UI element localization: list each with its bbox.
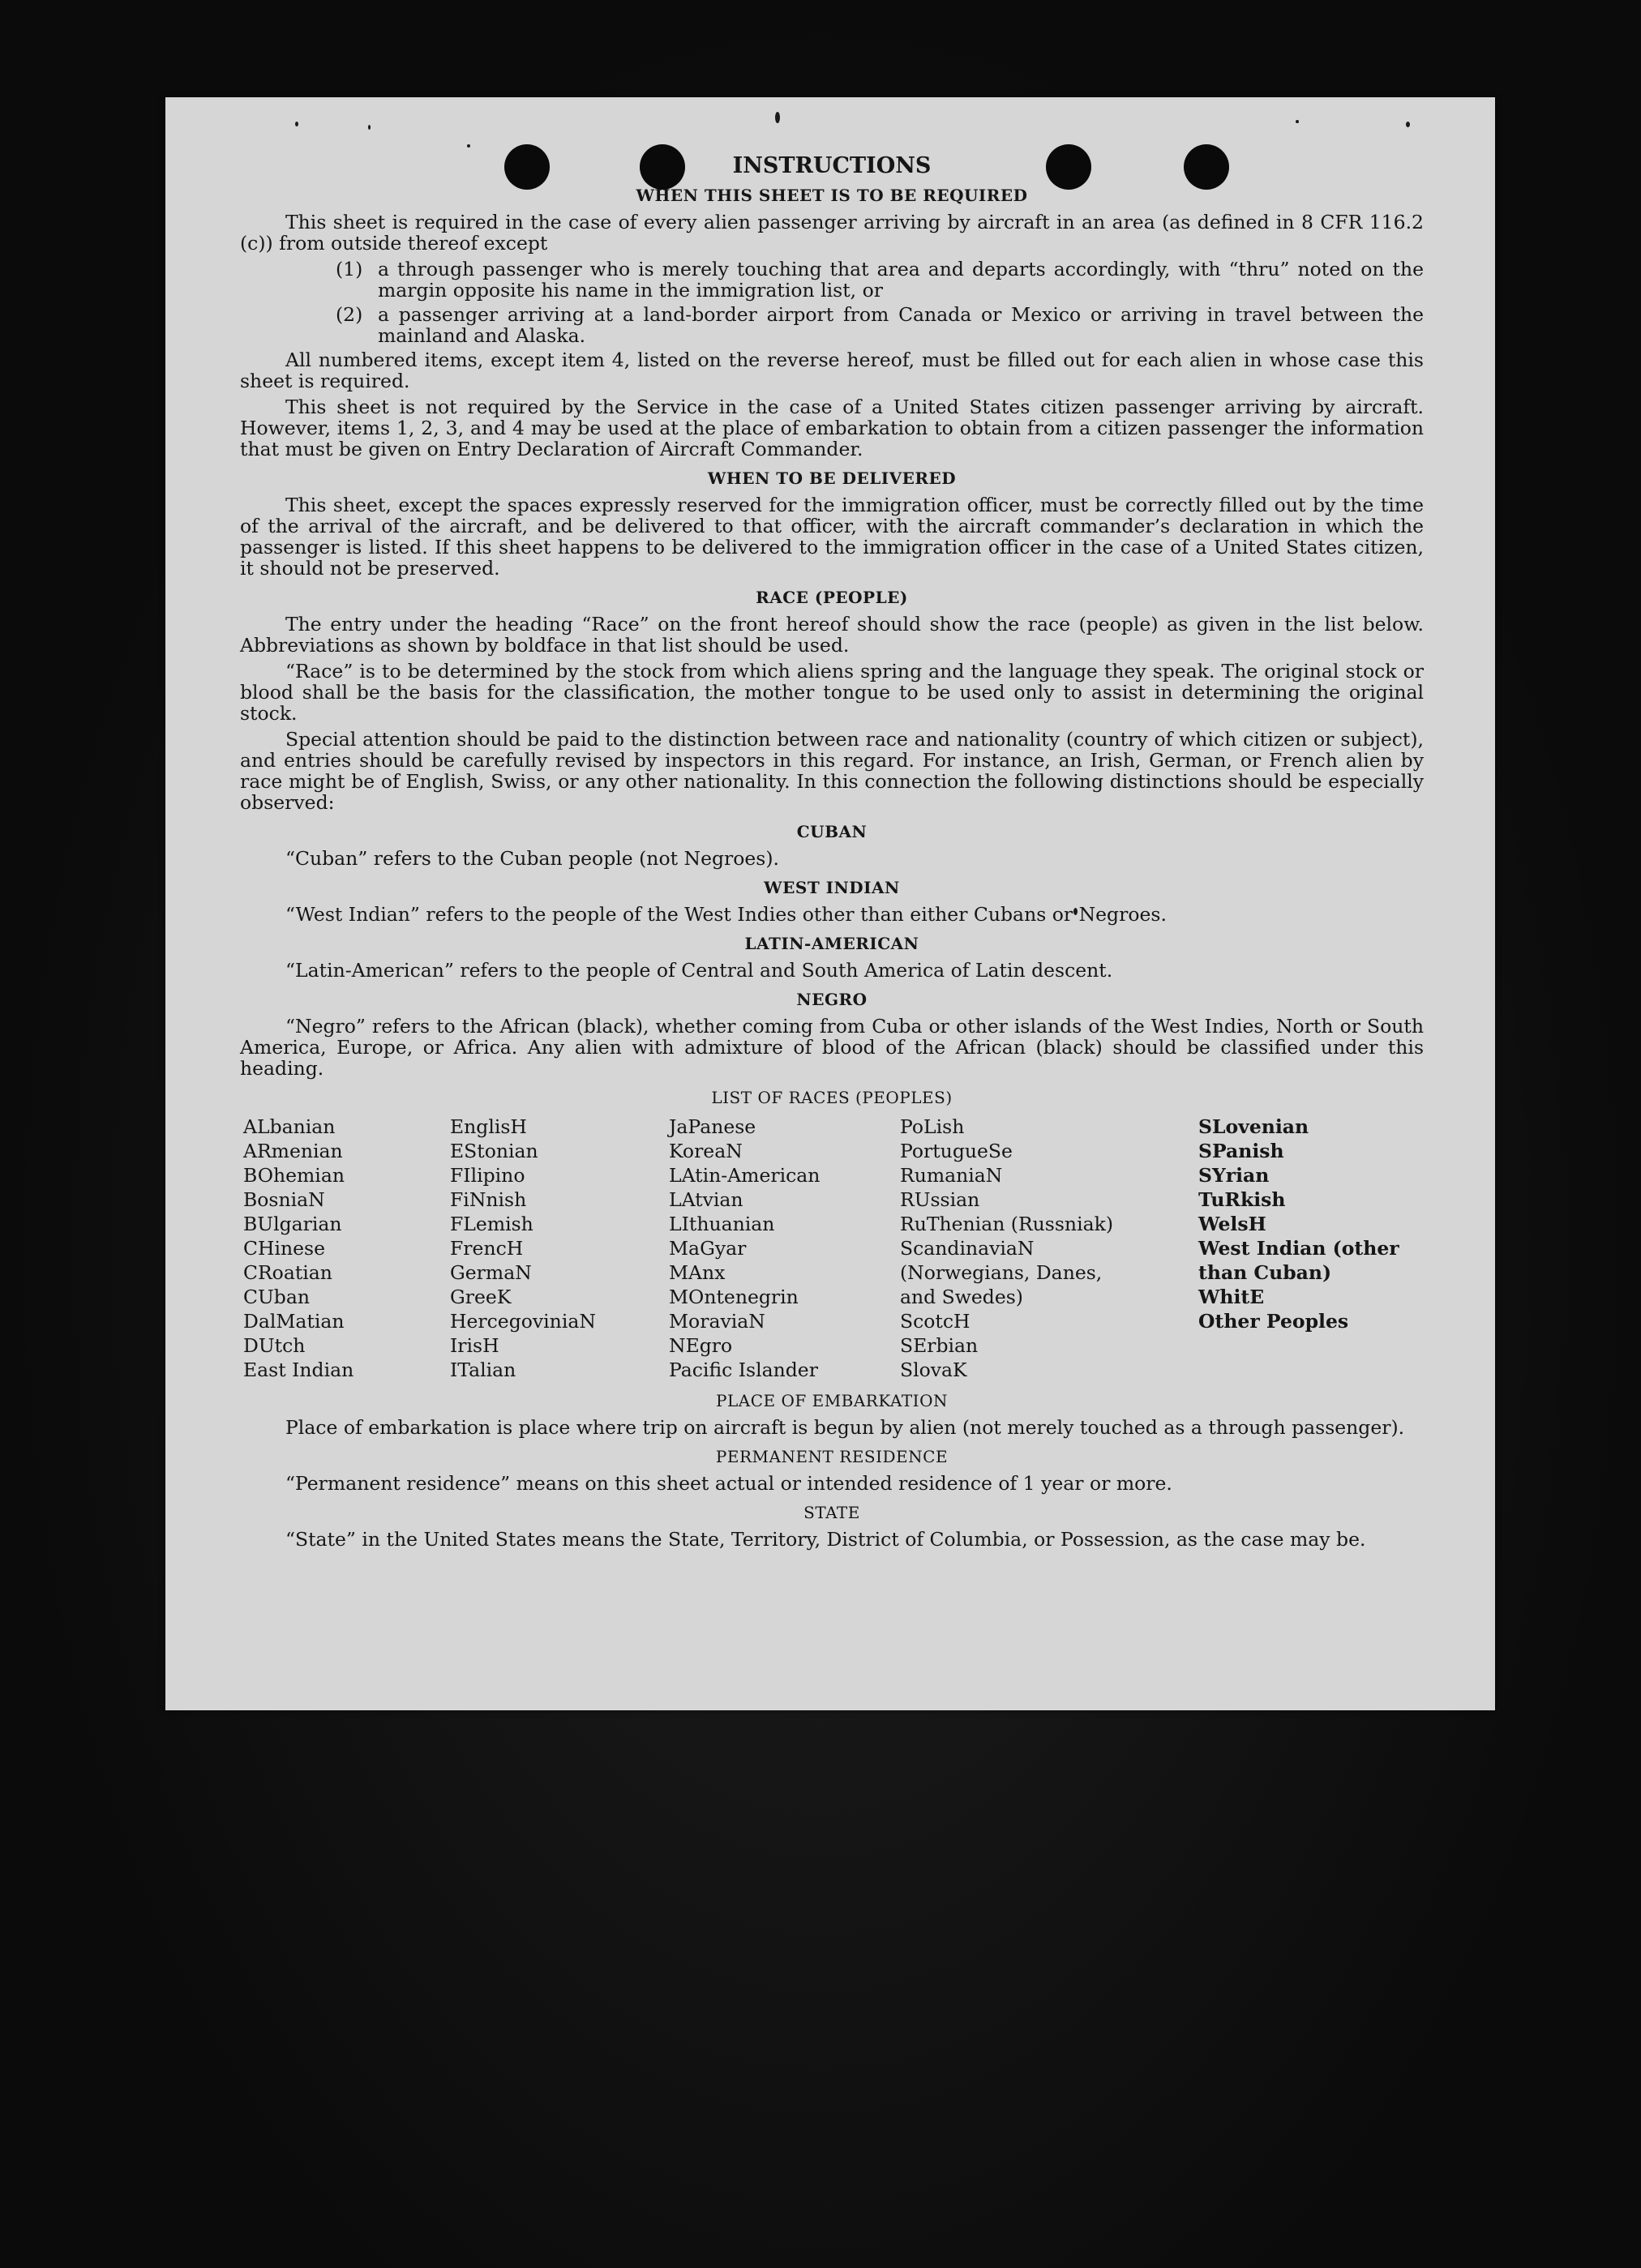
paragraph-negro: “Negro” refers to the African (black), whether coming from Cuba or other islands of the West Indies, North or South America, Europe, or Africa. Any alien with admixture of blood of the African (black) should be classified under this heading. xyxy=(240,1015,1424,1080)
race-entry: LAtvian xyxy=(669,1188,743,1211)
race-entry: LIthuanian xyxy=(669,1213,775,1235)
heading-state: STATE xyxy=(803,1503,860,1522)
race-entry: WelsH xyxy=(1198,1213,1266,1235)
scan-speck xyxy=(368,125,371,130)
heading-west-indian: WEST INDIAN xyxy=(764,878,900,897)
item-number: (2) xyxy=(336,303,363,326)
race-entry: SlovaK xyxy=(900,1359,967,1381)
paragraph-intro: This sheet is required in the case of every alien passenger arriving by aircraft in an area (as defined in 8 CFR 116.2 (c)) from outside thereof except xyxy=(240,211,1424,255)
race-entry: CRoatian xyxy=(243,1261,332,1284)
race-entry: BosniaN xyxy=(243,1188,325,1211)
race-entry: RumaniaN xyxy=(900,1164,1003,1187)
race-entry: GermaN xyxy=(450,1261,532,1284)
item-text: a passenger arriving at a land-border airport from Canada or Mexico or arriving in travel between the mainland and Alaska. xyxy=(378,303,1424,347)
heading-embarkation: PLACE OF EMBARKATION xyxy=(716,1391,948,1410)
race-entry: DalMatian xyxy=(243,1310,345,1333)
item-text: a through passenger who is merely touching that area and departs accordingly, with “thru” noted on the margin opposite his name in the immigration list, or xyxy=(378,258,1424,302)
race-entry: RUssian xyxy=(900,1188,980,1211)
exception-item xyxy=(336,259,1424,301)
race-column xyxy=(450,1115,669,1382)
heading-latin-american: LATIN-AMERICAN xyxy=(744,934,919,953)
race-column xyxy=(1198,1115,1424,1382)
race-entry: PortugueSe xyxy=(900,1140,1013,1162)
scan-speck xyxy=(1406,122,1410,127)
race-entry: EStonian xyxy=(450,1140,538,1162)
race-entry: Pacific Islander xyxy=(669,1359,818,1381)
race-entry: GreeK xyxy=(450,1286,512,1308)
race-entry: IrisH xyxy=(450,1334,499,1357)
page-title: INSTRUCTIONS xyxy=(732,153,932,178)
paragraph-race-3: Special attention should be paid to the distinction between race and nationality (country of which citizen or subject), and entries should be carefully revised by inspectors in this regard. For instance, an Irish, German, or French alien by race might be of English, Swiss, or any other nationality. In this connection the following distinctions should be especially observed: xyxy=(240,728,1424,814)
race-entry: ARmenian xyxy=(243,1140,343,1162)
race-entry: FiNnish xyxy=(450,1188,527,1211)
race-entry: SPanish xyxy=(1198,1140,1284,1162)
instructions-text xyxy=(240,143,1424,1555)
race-list xyxy=(243,1115,1424,1382)
exception-item xyxy=(336,304,1424,346)
heading-residence: PERMANENT RESIDENCE xyxy=(715,1447,949,1466)
paragraph-delivery: This sheet, except the spaces expressly reserved for the immigration officer, must be correctly filled out by the time of the arrival of the aircraft, and be delivered to that officer, with the aircraft commander’s declaration in which the passenger is listed. If this sheet happens to be delivered to the immigration officer in the case of a United States citizen, it should not be preserved. xyxy=(240,494,1424,580)
race-entry: ScandinaviaN (Norwegians, Danes, and Swedes) xyxy=(900,1237,1103,1308)
paragraph-latin-american: “Latin-American” refers to the people of Central and South America of Latin descent. xyxy=(285,959,1113,982)
heading-when-required: WHEN THIS SHEET IS TO BE REQUIRED xyxy=(636,186,1028,205)
document-page xyxy=(165,97,1495,1710)
race-entry: FLemish xyxy=(450,1213,533,1235)
race-entry: MoraviaN xyxy=(669,1310,765,1333)
race-entry: JaPanese xyxy=(669,1115,756,1138)
race-entry: HercegoviniaN xyxy=(450,1310,596,1333)
scan-speck xyxy=(775,112,780,123)
race-entry: BOhemian xyxy=(243,1164,345,1187)
paragraph-citizen: This sheet is not required by the Service in the case of a United States citizen passenger arriving by aircraft. However, items 1, 2, 3, and 4 may be used at the place of embarkation to obtain from a citizen passenger the information that must be given on Entry Declaration of Aircraft Commander. xyxy=(240,396,1424,460)
heading-cuban: CUBAN xyxy=(796,822,868,841)
race-entry: MOntenegrin xyxy=(669,1286,799,1308)
race-entry: MAnx xyxy=(669,1261,726,1284)
race-column xyxy=(243,1115,450,1382)
paragraph-cuban: “Cuban” refers to the Cuban people (not Negroes). xyxy=(285,847,780,870)
race-entry: PoLish xyxy=(900,1115,965,1138)
paragraph-numbered-items: All numbered items, except item 4, listed on the reverse hereof, must be filled out for each alien in whose case this sheet is required. xyxy=(240,349,1424,392)
race-entry: Other Peoples xyxy=(1198,1310,1349,1333)
heading-negro: NEGRO xyxy=(796,990,868,1009)
heading-when-delivered: WHEN TO BE DELIVERED xyxy=(707,469,957,488)
race-entry: LAtin-American xyxy=(669,1164,820,1187)
paragraph-residence: “Permanent residence” means on this sheet actual or intended residence of 1 year or more. xyxy=(285,1472,1172,1495)
race-column xyxy=(900,1115,1198,1382)
item-number: (1) xyxy=(336,258,363,280)
race-entry: NEgro xyxy=(669,1334,733,1357)
paragraph-west-indian: “West Indian” refers to the people of the West Indies other than either Cubans or Negroes. xyxy=(285,903,1167,926)
race-entry: TuRkish xyxy=(1198,1188,1286,1211)
race-entry: MaGyar xyxy=(669,1237,747,1260)
paragraph-race-2: “Race” is to be determined by the stock from which aliens spring and the language they speak. The original stock or blood shall be the basis for the classification, the mother tongue to be used only to assist in determining the original stock. xyxy=(240,660,1424,725)
race-entry: FIlipino xyxy=(450,1164,525,1187)
race-entry: WhitE xyxy=(1198,1286,1265,1308)
scan-speck xyxy=(295,122,298,126)
race-entry: SYrian xyxy=(1198,1164,1270,1187)
race-entry: East Indian xyxy=(243,1359,354,1381)
race-entry: RuThenian (Russniak) xyxy=(900,1213,1113,1235)
race-column xyxy=(669,1115,900,1382)
paragraph-embarkation: Place of embarkation is place where trip on aircraft is begun by alien (not merely touched as a through passenger). xyxy=(285,1416,1405,1439)
paragraph-state: “State” in the United States means the State, Territory, District of Columbia, or Possession, as the case may be. xyxy=(285,1528,1366,1551)
race-entry: DUtch xyxy=(243,1334,306,1357)
race-entry: EnglisH xyxy=(450,1115,527,1138)
race-entry: FrencH xyxy=(450,1237,524,1260)
race-entry: CUban xyxy=(243,1286,310,1308)
race-entry: ALbanian xyxy=(243,1115,336,1138)
race-entry: KoreaN xyxy=(669,1140,743,1162)
race-entry: CHinese xyxy=(243,1237,325,1260)
race-entry: SLovenian xyxy=(1198,1115,1309,1138)
race-entry: ITalian xyxy=(450,1359,516,1381)
race-entry: ScotcH xyxy=(900,1310,970,1333)
race-entry: SErbian xyxy=(900,1334,979,1357)
heading-list-of-races: LIST OF RACES (PEOPLES) xyxy=(711,1088,953,1107)
race-entry: West Indian (other than Cuban) xyxy=(1198,1237,1399,1284)
scan-speck xyxy=(1296,120,1299,123)
race-entry: BUlgarian xyxy=(243,1213,342,1235)
paragraph-race-1: The entry under the heading “Race” on the front hereof should show the race (people) as given in the list below. Abbreviations as shown by boldface in that list should be used. xyxy=(240,613,1424,657)
heading-race: RACE (PEOPLE) xyxy=(756,588,908,607)
